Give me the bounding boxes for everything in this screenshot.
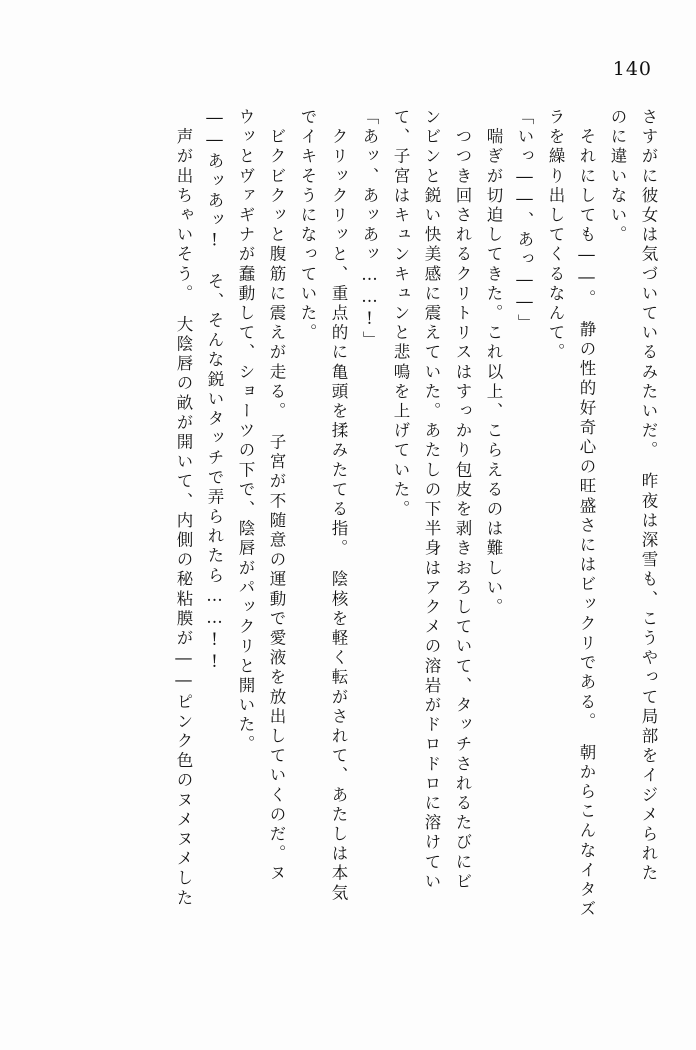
- vertical-text-body: [46, 108, 656, 1010]
- text-line: のに違いない。: [608, 108, 627, 246]
- text-line: 声が出ちゃいそう。 大陰唇の畝が開いて、内側の秘粘膜が――ピンク色のヌメヌメした: [174, 108, 193, 909]
- text-line: 「あッ、あッあッ……!」: [360, 108, 379, 351]
- text-line: て、子宮はキュンキュンと悲鳴を上げていた。: [391, 108, 410, 520]
- text-line: 「いっ――、あっ――」: [515, 108, 534, 334]
- text-line: でイキそうになっていた。: [298, 108, 317, 344]
- text-line: つつき回されるクリトリスはすっかり包皮を剥きおろしていて、タッチされるたびにビ: [453, 108, 472, 892]
- text-line: ンビンと鋭い快美感に震えていた。あたしの下半身はアクメの溶岩がドロドロに溶けてい: [422, 108, 441, 892]
- text-line: 喘ぎが切迫してきた。これ以上、こらえるのは難しい。: [484, 108, 503, 618]
- text-line: クリックリッと、重点的に亀頭を揉みたてる指。 陰核を軽く転がされて、あたしは本気: [329, 108, 348, 904]
- text-line: それにしても――。 静の性的好奇心の旺盛さにはビックリである。 朝からこんなイタズ: [577, 108, 596, 920]
- text-line: ビクビクッと腹筋に震えが走る。 子宮が不随意の運動で愛液を放出していくのだ。ヌ: [267, 108, 286, 884]
- text-line: ラを繰り出してくるなんて。: [546, 108, 565, 363]
- page-number: 140: [612, 58, 652, 80]
- text-line: さすがに彼女は気づいているみたいだ。 昨夜は深雪も、こうやって局部をイジメられた: [639, 108, 658, 884]
- text-line: ――あッあッ! そ、そんな鋭いタッチで弄られたら……!!: [205, 108, 224, 675]
- text-line: ウッとヴァギナが蠢動して、ショーツの下で、陰唇がパックリと開いた。: [236, 108, 255, 755]
